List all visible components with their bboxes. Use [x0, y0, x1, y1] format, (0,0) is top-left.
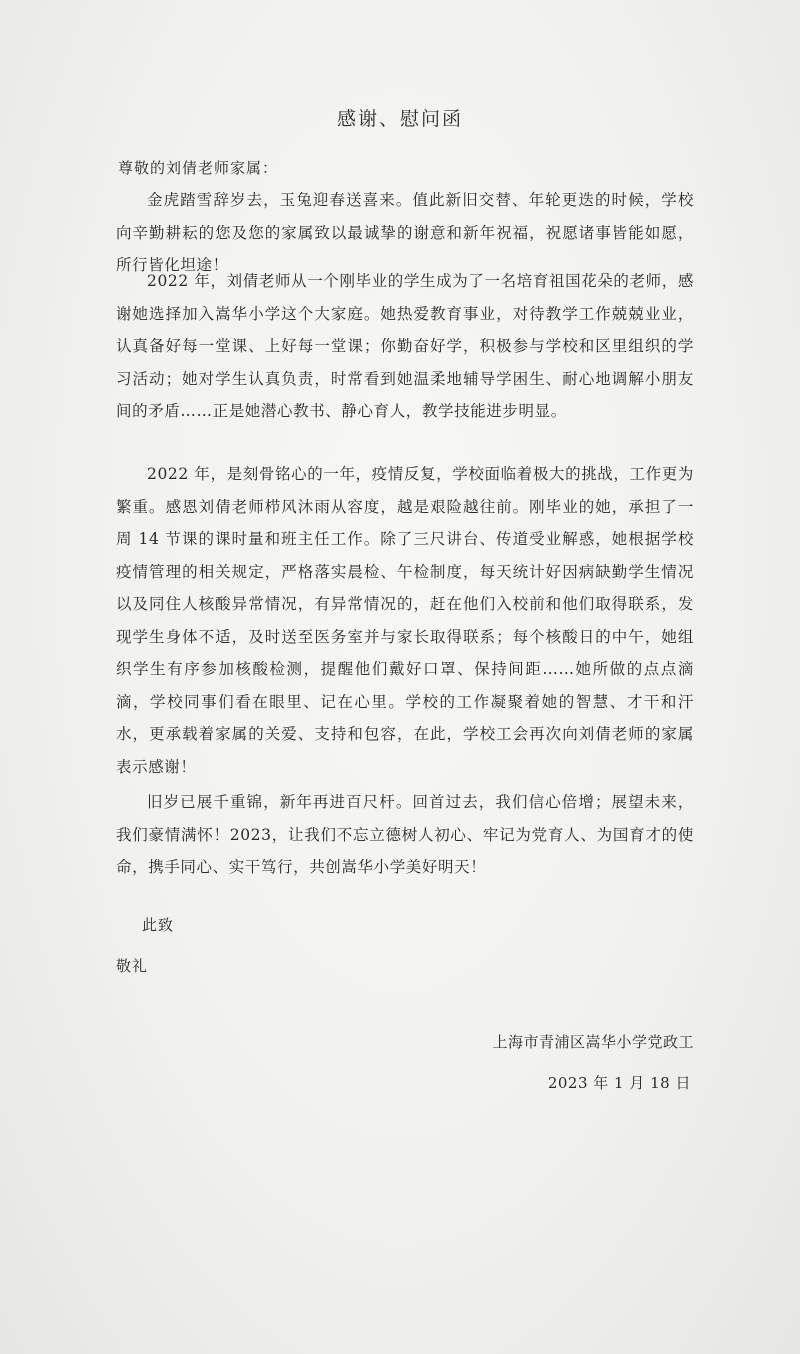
paragraph-greeting: 金虎踏雪辞岁去，玉兔迎春送喜来。值此新旧交替、年轮更迭的时候，学校向辛勤耕耘的您及您的家属致以最诚挚的谢意和新年祝福，祝愿诸事皆能如愿，所行皆化坦途！: [116, 191, 694, 274]
regards: 敬礼: [116, 957, 149, 975]
signer: 上海市青浦区嵩华小学党政工: [492, 1033, 694, 1051]
paragraph-outlook: 旧岁已展千重锦，新年再进百尺杆。回首过去，我们信心倍增；展望未来，我们豪情满怀！2023，让我们不忘立德树人初心、牢记为党育人、为国育才的使命，携手同心、实干笃行，共创嵩华小学美好明天！: [116, 793, 694, 876]
closing: 此致: [142, 916, 175, 934]
paragraph-introduction: 2022 年，刘倩老师从一个刚毕业的学生成为了一名培育祖国花朵的老师，感谢她选择加入嵩华小学这个大家庭。她热爱教育事业，对待教学工作兢兢业业，认真备好每一堂课、上好每一堂课；你勤奋好学，积极参与学校和区里组织的学习活动；她对学生认真负责，时常看到她温柔地辅导学困生、耐心地调解小朋友间的矛盾……正是她潜心教书、静心育人，教学技能进步明显。: [116, 272, 694, 420]
salutation: 尊敬的刘倩老师家属：: [118, 159, 279, 177]
letter-date: 2023 年 1 月 18 日: [547, 1074, 691, 1092]
paragraph-pandemic-work: 2022 年，是刻骨铭心的一年，疫情反复，学校面临着极大的挑战，工作更为繁重。感恩刘倩老师栉风沐雨从容度，越是艰险越往前。刚毕业的她，承担了一周 14 节课的课时量和班主任工作。除了三尺讲台、传道受业解惑，她根据学校疫情管理的相关规定，严格落实晨检、午检制度，每天统计好因病缺勤学生情况以及同住人核酸异常情况，有异常情况的，赶在他们入校前和他们取得联系，发现学生身体不适，及时送至医务室并与家长取得联系；每个核酸日的中午，她组织学生有序参加核酸检测，提醒他们戴好口罩、保持间距……她所做的点点滴滴，学校同事们看在眼里、记在心里。学校的工作凝聚着她的智慧、才干和汗水，更承载着家属的关爱、支持和包容，在此，学校工会再次向刘倩老师的家属表示感谢！: [116, 465, 694, 776]
letter-title: 感谢、慰问函: [336, 108, 463, 130]
